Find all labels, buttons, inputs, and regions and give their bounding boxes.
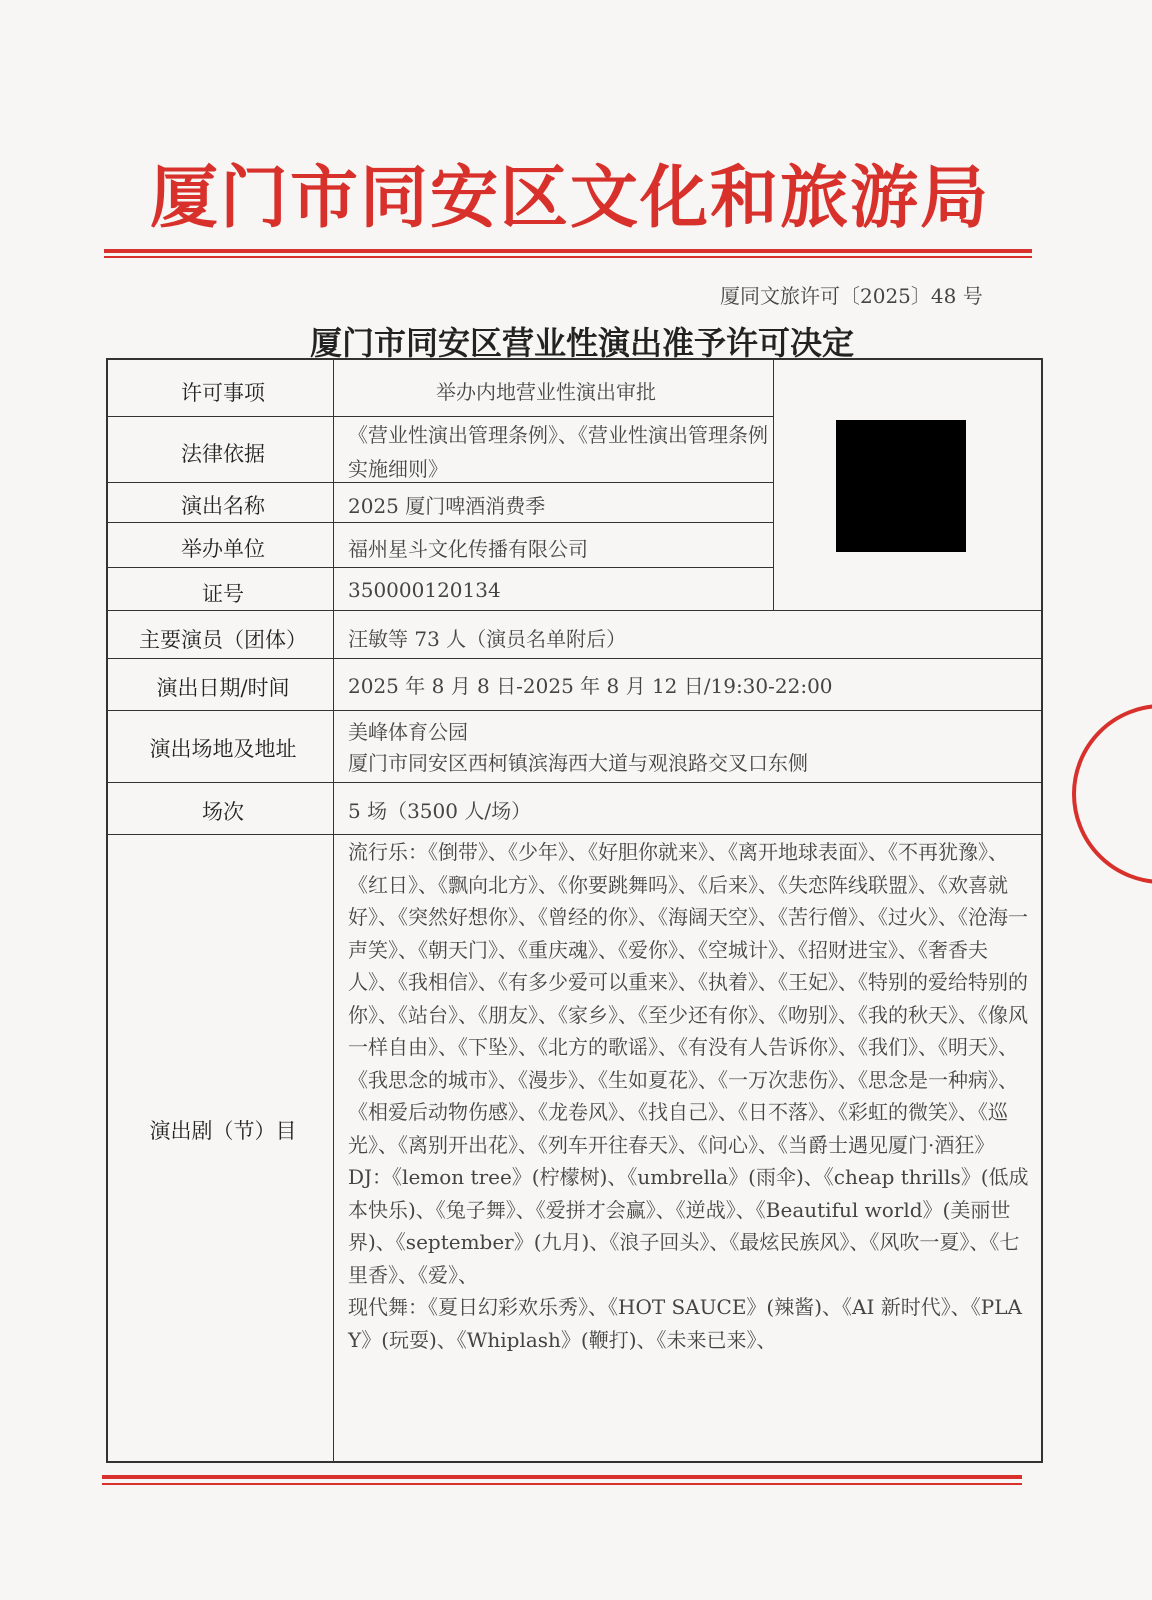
row-divider <box>108 416 773 417</box>
row-divider <box>108 610 1041 611</box>
row-divider <box>108 567 773 568</box>
column-divider <box>333 360 334 1463</box>
document-title: 厦门市同安区营业性演出准予许可决定 <box>310 324 855 362</box>
permit-item-label: 许可事项 <box>181 381 265 405</box>
official-seal-partial <box>1072 704 1152 884</box>
programme-pop: 流行乐：《倒带》、《少年》、《好胆你就来》、《离开地球表面》、《不再犹豫》、《红日》、《飘向北方》、《你要跳舞吗》、《后来》、《失恋阵线联盟》、《欢喜就好》、《突然好想你》、《曾经的你》、《海阔天空》、《苦行僧》、《过火》、《沧海一声笑》、《朝天门》、《重庆魂》、《爱你》、《空城计》、《招财进宝》、《奢香夫人》、《我相信》、《有多少爱可以重来》、《执着》、《王妃》、《特别的爱给特别的你》、《站台》、《朋友》、《家乡》、《至少还有你》、《吻别》、《我的秋天》、《像风一样自由》、《下坠》、《北方的歌谣》、《有没有人告诉你》、《我们》、《明天》、《我思念的城市》、《漫步》、《生如夏花》、《一万次悲伤》、《思念是一种病》、《相爱后动物伤感》、《龙卷风》、《找自己》、《日不落》、《彩虹的微笑》、《巡光》、《离别开出花》、《列车开往春天》、《问心》、《当爵士遇见厦门·酒狂》 <box>348 840 1028 1157</box>
footer-red-rule-thin <box>102 1483 1022 1485</box>
programme-label: 演出剧（节）目 <box>149 1119 297 1143</box>
row-divider <box>108 710 1041 711</box>
organizer-label: 举办单位 <box>181 537 265 561</box>
organizer-value: 福州星斗文化传播有限公司 <box>348 537 588 561</box>
venue-label: 演出场地及地址 <box>149 737 297 761</box>
show-name-value: 2025 厦门啤酒消费季 <box>348 494 546 518</box>
venue-name: 美峰体育公园 <box>348 720 468 744</box>
cert-no-label: 证号 <box>202 582 244 606</box>
letterhead-red-rule-thick <box>104 249 1032 253</box>
sessions-label: 场次 <box>202 800 244 824</box>
cert-no-value: 350000120134 <box>348 578 501 602</box>
legal-basis-label: 法律依据 <box>181 442 265 466</box>
row-divider <box>108 522 773 523</box>
permit-item-value: 举办内地营业性演出审批 <box>436 380 656 404</box>
dates-value: 2025 年 8 月 8 日-2025 年 8 月 12 日/19:30-22:00 <box>348 674 833 698</box>
redacted-photo <box>836 420 966 552</box>
row-divider <box>108 834 1041 835</box>
letterhead-red-rule-thin <box>104 256 1032 258</box>
programme-dj: DJ：《lemon tree》(柠檬树)、《umbrella》(雨伞)、《cheap thrills》(低成本快乐)、《兔子舞》、《爱拼才会赢》、《逆战》、《Beautiful world》(美丽世界)、《september》(九月)、《浪子回头》、《最炫民族风》、《风吹一夏》、《七里香》、《爱》、 <box>348 1165 1029 1287</box>
venue-address: 厦门市同安区西柯镇滨海西大道与观浪路交叉口东侧 <box>348 751 808 775</box>
permit-table <box>106 358 1043 1463</box>
programme-content <box>348 836 1033 1356</box>
agency-letterhead: 厦门市同安区文化和旅游局 <box>150 158 991 238</box>
dates-label: 演出日期/时间 <box>156 676 290 700</box>
performers-value: 汪敏等 73 人（演员名单附后） <box>348 627 627 651</box>
legal-basis-value: 《营业性演出管理条例》、《营业性演出管理条例实施细则》 <box>348 423 768 481</box>
show-name-label: 演出名称 <box>181 494 265 518</box>
footer-red-rule-thick <box>102 1475 1022 1479</box>
sessions-value: 5 场（3500 人/场） <box>348 799 532 823</box>
document-number: 厦同文旅许可〔2025〕48 号 <box>720 284 983 308</box>
programme-dance: 现代舞：《夏日幻彩欢乐秀》、《HOT SAUCE》(辣酱)、《AI 新时代》、《PLAY》(玩耍)、《Whiplash》(鞭打)、《未来已来》、 <box>348 1295 1022 1352</box>
photo-cell-divider <box>773 360 774 610</box>
row-divider <box>108 782 1041 783</box>
performers-label: 主要演员（团体） <box>139 628 307 652</box>
row-divider <box>108 658 1041 659</box>
